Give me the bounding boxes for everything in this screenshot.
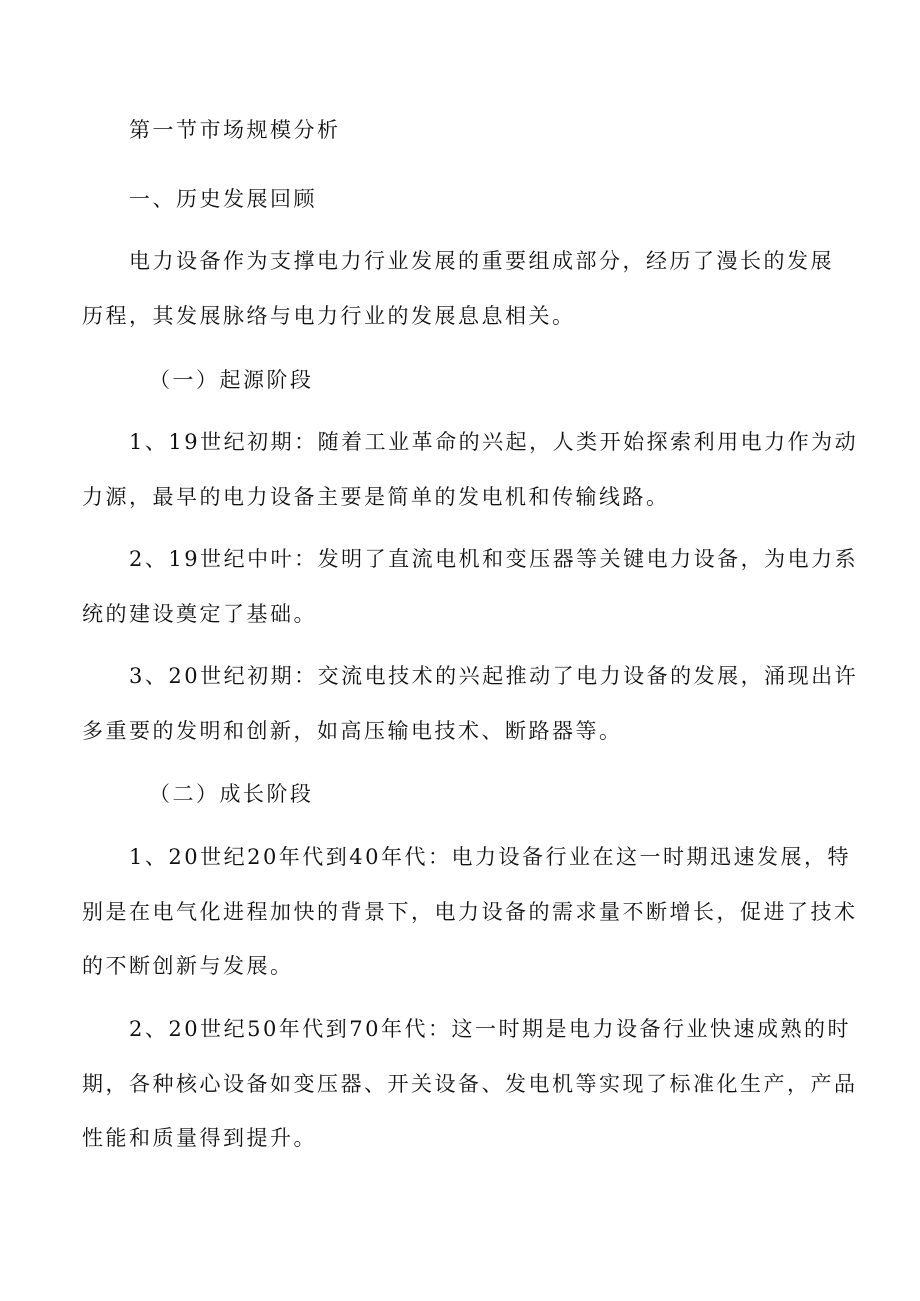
stage2-item2-line-2: 期，各种核心设备如变压器、开关设备、发电机等实现了标准化生产，产品 [82,1072,858,1096]
stage1-title: （一）起源阶段 [149,368,314,392]
stage1-item3-line-2: 多重要的发明和创新，如高压输电技术、断路器等。 [82,719,623,743]
section-title: 第一节市场规模分析 [129,118,341,142]
heading-history: 一、历史发展回顾 [129,187,317,211]
intro-paragraph-line-1: 电力设备作为支撑电力行业发展的重要组成部分，经历了漫长的发展 [129,249,834,273]
stage2-item2-line-3: 性能和质量得到提升。 [82,1126,317,1150]
stage1-item1-line-1: 1、19世纪初期：随着工业革命的兴起，人类开始探索利用电力作为动 [129,430,859,454]
stage2-item2-line-1: 2、20世纪50年代到70年代：这一时期是电力设备行业快速成熟的时 [129,1017,852,1041]
stage2-item1-line-3: 的不断创新与发展。 [82,954,294,978]
stage1-item1-line-2: 力源，最早的电力设备主要是简单的发电机和传输线路。 [82,485,670,509]
stage2-title: （二）成长阶段 [149,782,314,806]
stage2-item1-line-2: 别是在电气化进程加快的背景下，电力设备的需求量不断增长，促进了技术 [82,900,858,924]
stage1-item2-line-1: 2、19世纪中叶：发明了直流电机和变压器等关键电力设备，为电力系 [129,547,859,571]
stage2-item1-line-1: 1、20世纪20年代到40年代：电力设备行业在这一时期迅速发展，特 [129,845,852,869]
stage1-item2-line-2: 统的建设奠定了基础。 [82,602,317,626]
stage1-item3-line-1: 3、20世纪初期：交流电技术的兴起推动了电力设备的发展，涌现出许 [129,664,859,688]
intro-paragraph-line-2: 历程，其发展脉络与电力行业的发展息息相关。 [82,304,576,328]
